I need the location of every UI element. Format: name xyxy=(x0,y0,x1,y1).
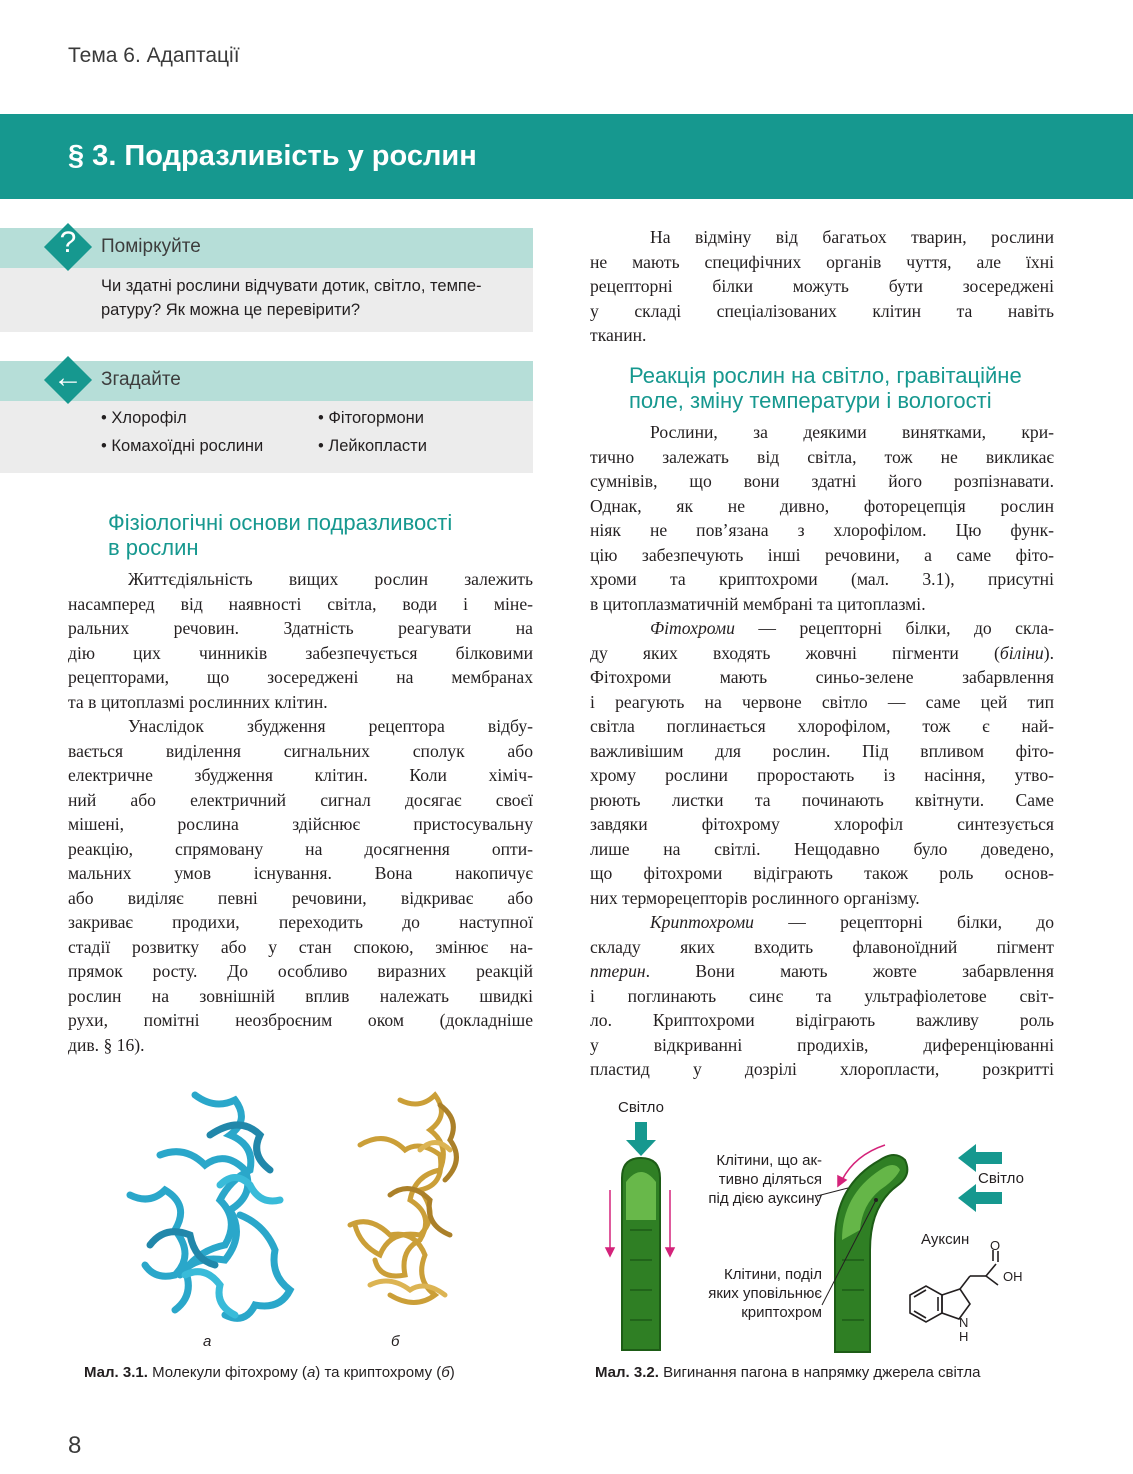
right-body-text: Рослини, за деякими винятками, кри- тично залежать від світла, тож не викликає сумнівів, що вони здатні його розпізнавати. Однак, як не дивно, фоторецепція рослин ніяк не пов’язана з хлорофілом. Цю функ- цію забезпечують інші речовини, а саме фіто- хроми та криптохроми (мал. 3.1), присутні в цитоплазматичній мембрані та цитоплазмі. Фітохроми — рецепторні білки, до скла- ду яких входять жовчні пігменти (біліни). Фітохроми мають синьо-зелене забарвлення і реагують на червоне світло — саме цей тип світла поглинається хлорофілом, тож є най- важливішим для рослин. Під впливом фіто- хрому рослини проростають із насіння, утво- рюють листки та починають квітнути. Саме завдяки фітохрому хлорофіл синтезується лише на світлі. Нещодавно було доведено, що фітохроми відіграють також роль основ- них терморецепторів рослинного організму. Криптохроми — рецепторні білки, до складу яких входить флавоноїдний пігмент птерин. Вони мають жовте забарвлення і поглинають синє та ультрафіолетове світ- ло. Криптохроми відіграють важливу роль у відкриванні продихів, диференціюванні пластид у дозрілі хлоропласти, розкритті xyxy=(590,422,1054,1079)
right-subheading: Реакція рослин на світло, гравітаційне поле, зміну температури і вологості xyxy=(629,363,1022,413)
auxin-nh: N H xyxy=(959,1315,969,1344)
think-box-line-2: ратуру? Як можна це перевірити? xyxy=(101,301,361,319)
auxin-structure-image xyxy=(910,1250,998,1322)
figure1-label-b: б xyxy=(391,1333,400,1350)
label-slow-cells: Клітини, поділ яких уповільнює криптохром xyxy=(708,1266,822,1321)
recall-item: • Лейкопласти xyxy=(318,437,427,455)
recall-item: • Фітогормони xyxy=(318,409,424,427)
section-title: § 3. Подразливість у рослин xyxy=(68,140,477,172)
page-number: 8 xyxy=(68,1432,82,1459)
running-header: Тема 6. Адаптації xyxy=(68,44,240,67)
phytochrome-def-line: Фітохроми — рецепторні білки, до скла- xyxy=(650,618,1054,638)
left-body-text: Життєдіяльність вищих рослин залежить насамперед від наявності світла, води і міне- ральних речовин. Здатність реагувати на дію цих чинників забезпечується білковими рецепторами, що зосереджені на мембранах та в цитоплазмі рослинних клітин. Унаслідок збудження рецептора відбу- вається виділення сигнальних сполук або електричне збудження клітин. Коли хіміч- ний або електричний сигнал досягає своєї мішені, рослина здійснює пристосувальну реакцію, спрямовану на досягнення опти- мальних умов існування. Вона накопичує або виділяє певні речовини, відкриває або закриває продихи, переходить до наступної стадії розвитку або у стан спокою, змінює на- прямок росту. До особливо виразних реакцій рослин на зовнішній вплив належать швидкі рухи, помітні неозброєним оком (докладніше див. § 16). xyxy=(68,569,533,1055)
figure1-label-a: а xyxy=(203,1333,212,1350)
term-phytochrome: Фітохроми xyxy=(650,618,735,638)
recall-item: • Комахоїдні рослини xyxy=(101,437,264,455)
think-box-label: Поміркуйте xyxy=(101,236,201,257)
left-subheading: Фізіологічні основи подразливості в рослин xyxy=(108,510,453,560)
question-icon: ? xyxy=(59,226,77,259)
right-intro-text: На відміну від багатьох тварин, рослини не мають специфічних органів чуття, але їхні рецепторні білки можуть бути зосереджені у складі спеціалізованих клітин та навіть тканин. xyxy=(590,227,1054,345)
term-pterin: птерин xyxy=(590,961,646,981)
think-box-line-1: Чи здатні рослини відчувати дотик, світло, темпе- xyxy=(101,277,482,295)
figure2-caption: Мал. 3.2. Вигинання пагона в напрямку джерела світла xyxy=(595,1364,981,1381)
figure1-caption: Мал. 3.1. Молекули фітохрому (а) та криптохрому (б) xyxy=(84,1364,455,1381)
recall-box-label: Згадайте xyxy=(101,369,181,390)
light-arrow-left-icon xyxy=(958,1144,1002,1172)
light-arrow-left-icon xyxy=(958,1184,1002,1212)
bent-shoot-image xyxy=(835,1155,907,1352)
term-cryptochrome: Криптохроми xyxy=(650,912,754,932)
auxin-oh: OH xyxy=(1003,1269,1023,1284)
cryptochrome-molecule-image xyxy=(350,1095,456,1303)
straight-shoot-image xyxy=(622,1158,660,1350)
auxin-o: O xyxy=(990,1238,1001,1253)
figure-molecules xyxy=(100,1075,530,1345)
recall-item: • Хлорофіл xyxy=(101,409,187,427)
phytochrome-molecule-image xyxy=(130,1095,290,1318)
label-active-cells: Клітини, що ак- тивно діляться під дією ауксину xyxy=(708,1152,822,1207)
term-biliny: біліни xyxy=(999,642,1044,663)
light-arrow-down-icon xyxy=(626,1122,656,1156)
label-auxin: Ауксин xyxy=(921,1231,970,1248)
label-light-top: Світло xyxy=(618,1099,664,1116)
cryptochrome-def-line: Криптохроми — рецепторні білки, до xyxy=(650,912,1054,932)
arrow-left-icon: ← xyxy=(53,361,83,394)
label-light-right: Світло xyxy=(978,1170,1024,1187)
